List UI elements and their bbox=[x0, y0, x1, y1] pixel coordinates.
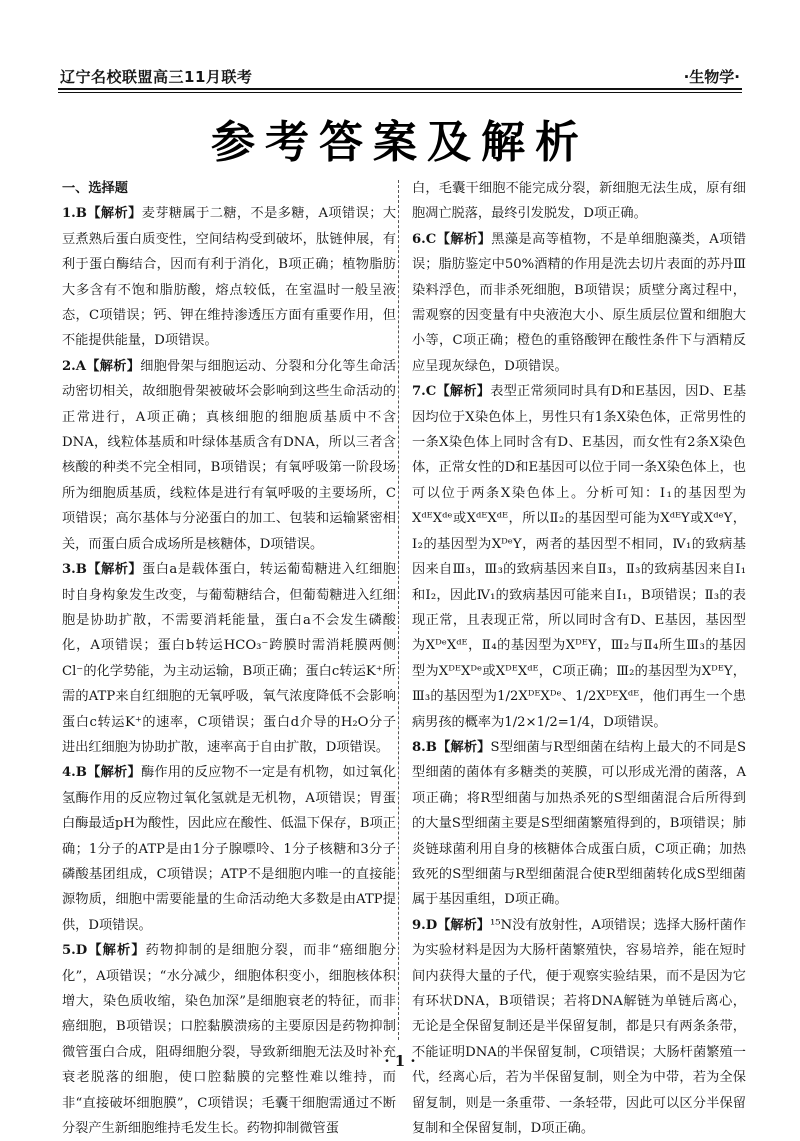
subject-label: ·生物学· bbox=[683, 68, 740, 86]
right-column bbox=[412, 176, 746, 1141]
answer-text: 药物抑制的是细胞分裂，而非“癌细胞分化”，A项错误；“水分减少，细胞体积变小，细胞核体积增大，染色质收缩，染色加深”是细胞衰老的特征，而非癌细胞，B项错误；口腔黏膜溃疡的主要原因是药物抑制微管蛋白合成，阻碍细胞分裂，导致新细胞无法及时补充衰老脱落的细胞，使口腔黏膜的完整性难以维持，而非“直接破坏细胞膜”，C项错误；毛囊干细胞需通过不断分裂产生新细胞维持毛发生长。药物抑制微管蛋 bbox=[62, 943, 397, 1137]
answer-item bbox=[62, 938, 396, 1141]
answer-text: ¹⁵N没有放射性，A项错误；选择大肠杆菌作为实验材料是因为大肠杆菌繁殖快，容易培养，能在短时间内获得大量的子代，便于观察实验结果，而不是因为它有环状DNA，B项错误；若将DNA解链为单链后离心，无论是全保留复制还是半保留复制，都是只有两条条带，不能证明DNA的半保留复制，C项错误；大肠杆菌繁殖一代，经离心后，若为半保留复制，则全为中带，若为全保留复制，则是一条重带、一条轻带，因此可以区分半保留复制和全保留复制，D项正确。 bbox=[412, 917, 747, 1137]
answer-number: 9.D bbox=[412, 917, 438, 933]
left-column bbox=[62, 176, 396, 1141]
answer-text: 麦芽糖属于二糖，不是多糖，A项错误；大豆煮熟后蛋白质变性，空间结构受到破坏，肽链伸展，有利于蛋白酶结合，因而有利于消化，B项正确；植物脂肪大多含有不饱和脂肪酸，熔点较低，在室温时一般呈液态，C项错误；钙、钾在维持渗透压方面有重要作用，但不能提供能量，D项错误。 bbox=[62, 206, 397, 349]
answer-number: 7.C bbox=[412, 384, 437, 400]
answer-number: 3.B bbox=[62, 562, 87, 578]
analysis-tag: 【解析】 bbox=[86, 562, 143, 578]
answer-item bbox=[412, 735, 746, 913]
answer-number: 5.D bbox=[62, 943, 88, 959]
continued-text: 白，毛囊干细胞不能完成分裂，新细胞无法生成，原有细胞凋亡脱落，最终引发脱发，D项正确。 bbox=[412, 181, 746, 222]
answer-text: 黑藻是高等植物，不是单细胞藻类，A项错误；脂肪鉴定中50%酒精的作用是洗去切片表面的苏丹Ⅲ染料浮色，而非杀死细胞，B项错误；质壁分离过程中，需观察的因变量有中央液泡大小、原生质层位置和细胞大小等，C项正确；橙色的重铬酸钾在酸性条件下与酒精反应呈现灰绿色，D项错误。 bbox=[412, 231, 747, 374]
answer-number: 8.B bbox=[412, 739, 437, 755]
header-rule bbox=[58, 88, 742, 90]
answer-item bbox=[62, 760, 396, 938]
answer-text: S型细菌与R型细菌在结构上最大的不同是S型细菌的菌体有多糖类的荚膜，可以形成光滑的菌落，A项正确；将R型细菌与加热杀死的S型细菌混合后所得到的大量S型细菌主要是S型细菌繁殖得到的，B项错误；肺炎链球菌利用自身的核糖体合成蛋白质，C项正确；加热致死的S型细菌与R型细菌混合使R型细菌转化成S型细菌属于基因重组，D项正确。 bbox=[412, 739, 747, 908]
analysis-tag: 【解析】 bbox=[436, 739, 491, 755]
answer-item bbox=[412, 379, 746, 735]
answer-number: 1.B bbox=[62, 206, 87, 222]
answer-number: 2.A bbox=[62, 358, 86, 374]
page-title: 参考答案及解析 bbox=[211, 117, 589, 168]
answer-number: 4.B bbox=[62, 765, 87, 781]
answer-item bbox=[62, 354, 396, 557]
header-rule-thin bbox=[58, 92, 742, 93]
analysis-tag: 【解析】 bbox=[86, 765, 141, 781]
column-divider bbox=[398, 180, 399, 1040]
page-number: · 1 · bbox=[384, 1052, 416, 1070]
analysis-tag: 【解析】 bbox=[87, 943, 146, 959]
answer-text: 酶作用的反应物不一定是有机物，如过氧化氢酶作用的反应物过氧化氢就是无机物，A项错误；胃蛋白酶最适pH为酸性，因此应在酸性、低温下保存，B项正确；1分子的ATP是由1分子腺嘌呤、1分子核糖和3分子磷酸基团组成，C项错误；ATP不是细胞内唯一的直接能源物质，细胞中需要能量的生命活动绝大多数是由ATP提供，D项错误。 bbox=[62, 765, 397, 933]
analysis-tag: 【解析】 bbox=[86, 206, 142, 222]
section-title: 一、选择题 bbox=[62, 181, 128, 196]
answer-item bbox=[412, 227, 746, 379]
answer-item bbox=[62, 557, 396, 760]
answer-number: 6.C bbox=[412, 231, 437, 247]
analysis-tag: 【解析】 bbox=[86, 358, 141, 374]
answer-item bbox=[412, 913, 746, 1141]
analysis-tag: 【解析】 bbox=[436, 231, 492, 247]
analysis-tag: 【解析】 bbox=[437, 917, 491, 933]
answer-text: 表型正常须同时具有D和E基因，因D、E基因均位于X染色体上，男性只有1条X染色体，正常男性的一条X染色体上同时含有D、E基因，而女性有2条X染色体，正常女性的D和E基因可以位于同一条X染色体上，也可以位于两条X染色体上。分析可知：Ⅰ₁的基因型为XᵈᴱXᵈᵉ或XᵈᴱXᵈᴱ，所以Ⅱ₂的基因型可能为XᵈᴱY或XᵈᵉY，Ⅰ₂的基因型为XᴰᵉY，两者的基因型不相同，Ⅳ₁的致病基因来自Ⅲ₃，Ⅲ₃的致病基因来自Ⅱ₃，Ⅱ₃的致病基因来自Ⅰ₁和Ⅰ₂，因此Ⅳ₁的致病基因可能来自Ⅰ₁，B项错误；Ⅱ₃的表现正常，且表现正常，所以同时含有D、E基因，基因型为XᴰᵉXᵈᴱ，Ⅱ₄的基因型为XᴰᴱY，Ⅲ₂与Ⅱ₄所生Ⅲ₃的基因型为XᴰᴱXᴰᵉ或XᴰᴱXᵈᴱ，C项正确；Ⅲ₂的基因型为XᴰᴱY，Ⅲ₃的基因型为1/2XᴰᴱXᴰᵉ、1/2XᴰᴱXᵈᴱ，他们再生一个患病男孩的概率为1/2×1/2=1/4，D项错误。 bbox=[412, 384, 747, 730]
answer-text: 蛋白a是载体蛋白，转运葡萄糖进入红细胞时自身构象发生改变，与葡萄糖结合，但葡萄糖进入红细胞是协助扩散，不需要消耗能量，蛋白a不会发生磷酸化，A项错误；蛋白b转运HCO₃⁻跨膜时需消耗膜两侧Cl⁻的化学势能，为主动运输，B项正确；蛋白c转运K⁺所需的ATP来自红细胞的无氧呼吸，氧气浓度降低不会影响蛋白c转运K⁺的速率，C项错误；蛋白d介导的H₂O分子进出红细胞为协助扩散，速率高于自由扩散，D项错误。 bbox=[62, 562, 396, 755]
exam-header: 辽宁名校联盟高三11月联考 bbox=[60, 68, 253, 86]
answer-item bbox=[62, 201, 396, 353]
answer-text: 细胞骨架与细胞运动、分裂和分化等生命活动密切相关，故细胞骨架被破坏会影响到这些生命活动的正常进行，A项正确；真核细胞的细胞质基质中不含DNA，线粒体基质和叶绿体基质含有DNA，所以三者含核酸的种类不完全相同，B项错误；有氧呼吸第一阶段场所为细胞质基质，线粒体是进行有氧呼吸的主要场所，C项错误；高尔基体与分泌蛋白的加工、包装和运输紧密相关，而蛋白质合成场所是核糖体，D项错误。 bbox=[62, 358, 397, 552]
analysis-tag: 【解析】 bbox=[436, 384, 491, 400]
